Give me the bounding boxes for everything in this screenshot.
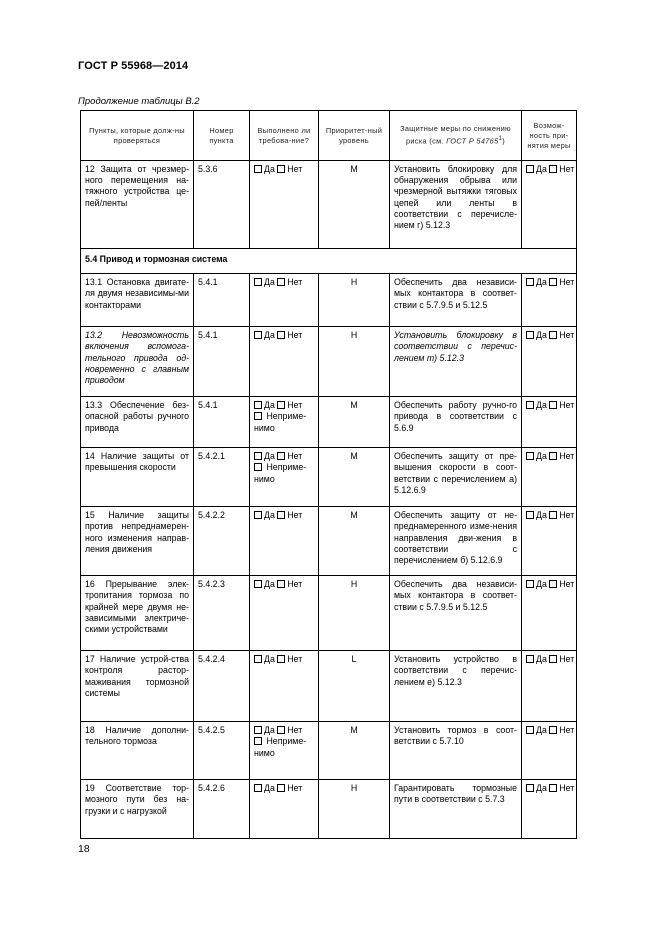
header-applied: Возмож-ность при-нятия меры [522,111,577,161]
table-row [81,507,577,576]
no-checkbox[interactable] [549,580,557,588]
requirements-table [80,110,577,839]
clause-cell: 5.4.2.6 [194,780,250,839]
no-checkbox[interactable] [549,278,557,286]
no-checkbox[interactable] [549,726,557,734]
yes-label: Да [264,164,275,174]
na-checkbox[interactable] [254,463,262,471]
table-row [81,722,577,780]
yes-checkbox[interactable] [526,784,534,792]
done-cell [250,448,319,507]
yes-label: Да [536,654,547,665]
yes-label: Да [536,783,547,794]
applied-cell [522,161,577,249]
no-checkbox[interactable] [277,726,285,734]
header-measures [390,111,522,161]
table-row [81,448,577,507]
no-label: Нет [287,725,303,736]
item-cell: 13.3 Обеспечение без-опасной работы ручного привода [81,397,194,448]
done-cell [250,327,319,397]
done-cell [250,397,319,448]
done-cell [250,161,319,249]
na-checkbox[interactable] [254,737,262,745]
no-label: Нет [287,400,303,411]
done-cell [250,651,319,722]
header-measures-close: ) [502,136,505,146]
applied-cell [522,448,577,507]
item-cell: 17 Наличие устрой-ства контроля растор-маживания тормозной системы [81,651,194,722]
yes-checkbox[interactable] [254,452,262,460]
clause-cell: 5.4.1 [194,274,250,327]
table-row [81,651,577,722]
yes-label: Да [264,654,275,665]
no-checkbox[interactable] [277,580,285,588]
no-checkbox[interactable] [277,655,285,663]
yes-label: Да [264,400,275,411]
priority-cell: L [319,651,390,722]
clause-cell: 5.4.1 [194,327,250,397]
applied-cell [522,576,577,651]
yes-checkbox[interactable] [254,655,262,663]
no-label: Нет [287,451,303,462]
done-cell [250,274,319,327]
no-checkbox[interactable] [277,165,285,173]
header-item: Пункты, которые долж-ны проверяться [81,111,194,161]
table-row [81,327,577,397]
yes-label: Да [536,277,547,288]
header-clause: Номер пункта [194,111,250,161]
clause-cell: 5.4.2.1 [194,448,250,507]
measure-cell: Обеспечить работу ручно-го привода в соответствии с 5.6.9 [390,397,522,448]
item-cell: 12 Защита от чрезмер-ного перемещения на-тяжного устройства це-пей/ленты [81,161,194,249]
yes-checkbox[interactable] [526,726,534,734]
no-checkbox[interactable] [549,401,557,409]
clause-cell: 5.4.2.4 [194,651,250,722]
yes-checkbox[interactable] [526,452,534,460]
measure-cell: Установить блокировку для обнаружения обрыва или чрезмерной вытяжки тяговых цепей или ленты в соответствии с перечисле-нием г) 5.12.3 [390,161,522,249]
no-label: Нет [287,164,303,174]
priority-cell: Н [319,274,390,327]
header-measures-ref: ГОСТ Р 54765 [446,136,499,146]
no-label: Нет [559,654,575,665]
priority-cell: М [319,448,390,507]
no-label: Нет [287,330,303,341]
na-label: Неприме-нимо [254,736,307,758]
item-cell: 14 Наличие защиты от превышения скорости [81,448,194,507]
applied-cell [522,507,577,576]
no-checkbox[interactable] [549,331,557,339]
clause-cell: 5.4.1 [194,397,250,448]
no-checkbox[interactable] [277,331,285,339]
na-checkbox[interactable] [254,412,262,420]
no-checkbox[interactable] [277,452,285,460]
section-row [81,249,577,274]
measure-cell: Установить устройство в соответствии с перечис-лением е) 5.12.3 [390,651,522,722]
no-checkbox[interactable] [277,511,285,519]
yes-checkbox[interactable] [526,401,534,409]
no-label: Нет [287,277,303,288]
applied-cell [522,274,577,327]
no-checkbox[interactable] [549,511,557,519]
priority-cell: М [319,507,390,576]
measure-cell: Обеспечить защиту от не-преднамеренного изме-нения направления дви-жения в соответствии с перечислением б) 5.12.6.9 [390,507,522,576]
yes-checkbox[interactable] [254,401,262,409]
applied-cell [522,397,577,448]
header-priority: Приоритет-ный уровень [319,111,390,161]
measure-cell: Обеспечить защиту от пре-вышения скорости в соот-ветствии с перечислением а) 5.12.6.9 [390,448,522,507]
table-continuation-caption: Продолжение таблицы В.2 [78,96,200,107]
item-cell: 15 Наличие защиты против непреднамерен-ного изменения направ-ления движения [81,507,194,576]
yes-label: Да [536,164,547,174]
section-title: 5.4 Привод и тормозная система [81,249,577,274]
yes-checkbox[interactable] [526,655,534,663]
yes-checkbox[interactable] [254,331,262,339]
priority-cell: Н [319,780,390,839]
yes-checkbox[interactable] [254,726,262,734]
no-checkbox[interactable] [277,784,285,792]
no-label: Нет [559,451,575,462]
yes-checkbox[interactable] [254,278,262,286]
item-cell: 18 Наличие дополни-тельного тормоза [81,722,194,780]
item-cell: 19 Соответствие тор-мозного пути без на-грузки и с нагрузкой [81,780,194,839]
yes-label: Да [264,783,275,794]
yes-label: Да [264,510,275,521]
measure-cell: Гарантировать тормозные пути в соответствии с 5.7.3 [390,780,522,839]
document-header: ГОСТ Р 55968—2014 [78,60,189,72]
applied-cell [522,780,577,839]
no-label: Нет [559,330,575,341]
yes-checkbox[interactable] [254,580,262,588]
no-checkbox[interactable] [549,452,557,460]
priority-cell: М [319,161,390,249]
yes-checkbox[interactable] [526,511,534,519]
yes-checkbox[interactable] [526,580,534,588]
no-checkbox[interactable] [277,278,285,286]
yes-label: Да [536,579,547,590]
table-row [81,274,577,327]
no-label: Нет [559,277,575,288]
no-label: Нет [559,783,575,794]
na-label: Неприме-нимо [254,411,307,433]
yes-label: Да [264,451,275,462]
no-checkbox[interactable] [277,401,285,409]
no-label: Нет [559,400,575,411]
done-cell [250,576,319,651]
header-measures-sup: 1 [498,135,503,143]
yes-checkbox[interactable] [254,165,262,173]
header-done: Выполнено ли требова-ние? [250,111,319,161]
yes-label: Да [264,725,275,736]
table-row [81,780,577,839]
clause-cell: 5.4.2.2 [194,507,250,576]
yes-checkbox[interactable] [254,784,262,792]
no-checkbox[interactable] [549,784,557,792]
item-cell: 13.2 Невозможность включения вспомога-тельного привода од-новременно с главным приводом [81,327,194,397]
yes-checkbox[interactable] [526,165,534,173]
yes-label: Да [536,510,547,521]
item-cell: 13.1 Остановка двигате-ля двумя независимы-ми контакторами [81,274,194,327]
done-cell [250,722,319,780]
no-checkbox[interactable] [549,165,557,173]
item-cell: 16 Прерывание элек-тропитания тормоза по крайней мере двумя не-зависимыми электриче-скими устройствами [81,576,194,651]
measure-cell: Установить блокировку в соответствии с перечис-лением т) 5.12.3 [390,327,522,397]
priority-cell: Н [319,576,390,651]
yes-label: Да [264,330,275,341]
no-checkbox[interactable] [549,655,557,663]
applied-cell [522,327,577,397]
no-label: Нет [287,510,303,521]
clause-cell: 5.4.2.5 [194,722,250,780]
done-cell [250,780,319,839]
yes-label: Да [264,579,275,590]
no-label: Нет [559,725,575,736]
page-number: 18 [78,843,90,855]
priority-cell: М [319,397,390,448]
applied-cell [522,722,577,780]
yes-label: Да [536,725,547,736]
table-row [81,576,577,651]
clause-cell: 5.4.2.3 [194,576,250,651]
no-label: Нет [287,783,303,794]
yes-label: Да [536,400,547,411]
yes-label: Да [264,277,275,288]
measure-cell: Установить тормоз в соот-ветствии с 5.7.10 [390,722,522,780]
na-label: Неприме-нимо [254,462,307,484]
priority-cell: Н [319,327,390,397]
done-cell [250,507,319,576]
yes-label: Да [536,451,547,462]
measure-cell: Обеспечить два независи-мых контактора в соответ-ствии с 5.7.9.5 и 5.12.5 [390,274,522,327]
yes-checkbox[interactable] [526,278,534,286]
clause-cell: 5.3.6 [194,161,250,249]
yes-checkbox[interactable] [254,511,262,519]
applied-cell [522,651,577,722]
yes-label: Да [536,330,547,341]
no-label: Нет [559,164,575,174]
no-label: Нет [287,579,303,590]
no-label: Нет [559,510,575,521]
yes-checkbox[interactable] [526,331,534,339]
measure-cell: Обеспечить два независи-мых контактора в соответ-ствии с 5.7.9.5 и 5.12.5 [390,576,522,651]
priority-cell: М [319,722,390,780]
no-label: Нет [287,654,303,665]
no-label: Нет [559,579,575,590]
header-measures-text: Защитные меры по снижению риска (см. [400,124,511,146]
table-row [81,161,577,249]
table-row [81,397,577,448]
